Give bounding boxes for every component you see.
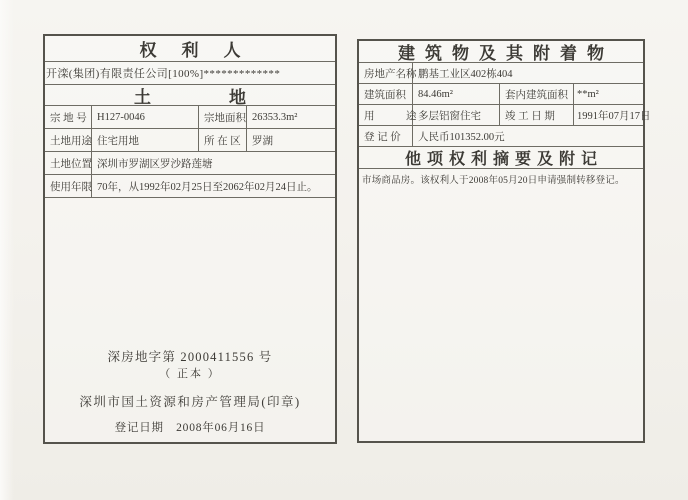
- land-location-label: 土地位置: [45, 152, 92, 174]
- usage-value: 多层铝窗住宅: [413, 105, 500, 125]
- inner-area-label: 套内建筑面积: [500, 84, 574, 104]
- parcel-area-value: 26353.3m²: [252, 111, 298, 123]
- registered-price-row: [359, 126, 643, 147]
- tenure-row: [45, 175, 335, 198]
- district-value: 罗湖: [252, 135, 273, 147]
- certificate-number: 深房地字第 2000411556 号: [107, 350, 273, 364]
- scan-edge-shading: [0, 0, 14, 500]
- land-location-row: [45, 152, 335, 175]
- floor-area-row: [359, 84, 643, 105]
- rights-holder-title: 权利人: [139, 41, 266, 60]
- buildings-title: 建筑物及其附着物: [398, 44, 614, 63]
- copy-type-original: （ 正本 ）: [159, 368, 221, 380]
- other-rights-header: [359, 147, 643, 169]
- land-rights-panel: [43, 34, 337, 444]
- floor-area-value: 84.46m²: [413, 84, 500, 104]
- owner-name: 开滦(集团)有限责任公司[100%]*************: [46, 68, 281, 80]
- usage-row: [359, 105, 651, 126]
- rights-holder-header: [45, 36, 335, 62]
- tenure-label: 使用年限: [45, 175, 92, 197]
- registration-date: 登记日期 2008年06月16日: [114, 422, 266, 434]
- property-name-label: 房地产名称: [359, 63, 413, 83]
- land-location-value: 深圳市罗湖区罗沙路莲塘: [97, 158, 213, 170]
- parcel-number-row: [45, 106, 335, 129]
- parcel-number-label: 宗 地 号: [45, 106, 92, 128]
- land-section-header: [45, 85, 335, 106]
- other-rights-note: 市场商品房。该权利人于2008年05月20日申请强制转移登记。: [362, 176, 625, 186]
- issuing-authority: 深圳市国土资源和房产管理局(印章): [79, 395, 301, 409]
- parcel-number-value: H127-0046: [92, 106, 199, 128]
- property-name-value: 鹏基工业区402栋404: [418, 68, 513, 80]
- land-use-row: [45, 129, 335, 152]
- other-rights-title: 他项权利摘要及附记: [404, 151, 603, 168]
- inner-area-value: **m²: [577, 88, 599, 100]
- floor-area-label: 建筑面积: [359, 84, 413, 104]
- tenure-value: 70年，从1992年02月25日至2062年02月24日止。: [97, 181, 318, 193]
- land-use-value: 住宅用地: [92, 129, 199, 151]
- completion-date-value: 1991年07月17日: [577, 110, 651, 122]
- completion-date-label: 竣 工 日 期: [500, 105, 574, 125]
- land-section-title: 土地: [134, 87, 324, 107]
- registered-price-label: 登 记 价: [359, 126, 413, 146]
- usage-label: 用 途: [359, 105, 413, 125]
- property-name-row: [359, 63, 643, 84]
- registered-price-value: 人民币101352.00元: [418, 131, 505, 143]
- district-label: 所 在 区: [199, 129, 247, 151]
- land-use-label: 土地用途: [45, 129, 92, 151]
- buildings-panel: [357, 39, 651, 443]
- parcel-area-label: 宗地面积: [199, 106, 247, 128]
- buildings-header: [359, 41, 643, 63]
